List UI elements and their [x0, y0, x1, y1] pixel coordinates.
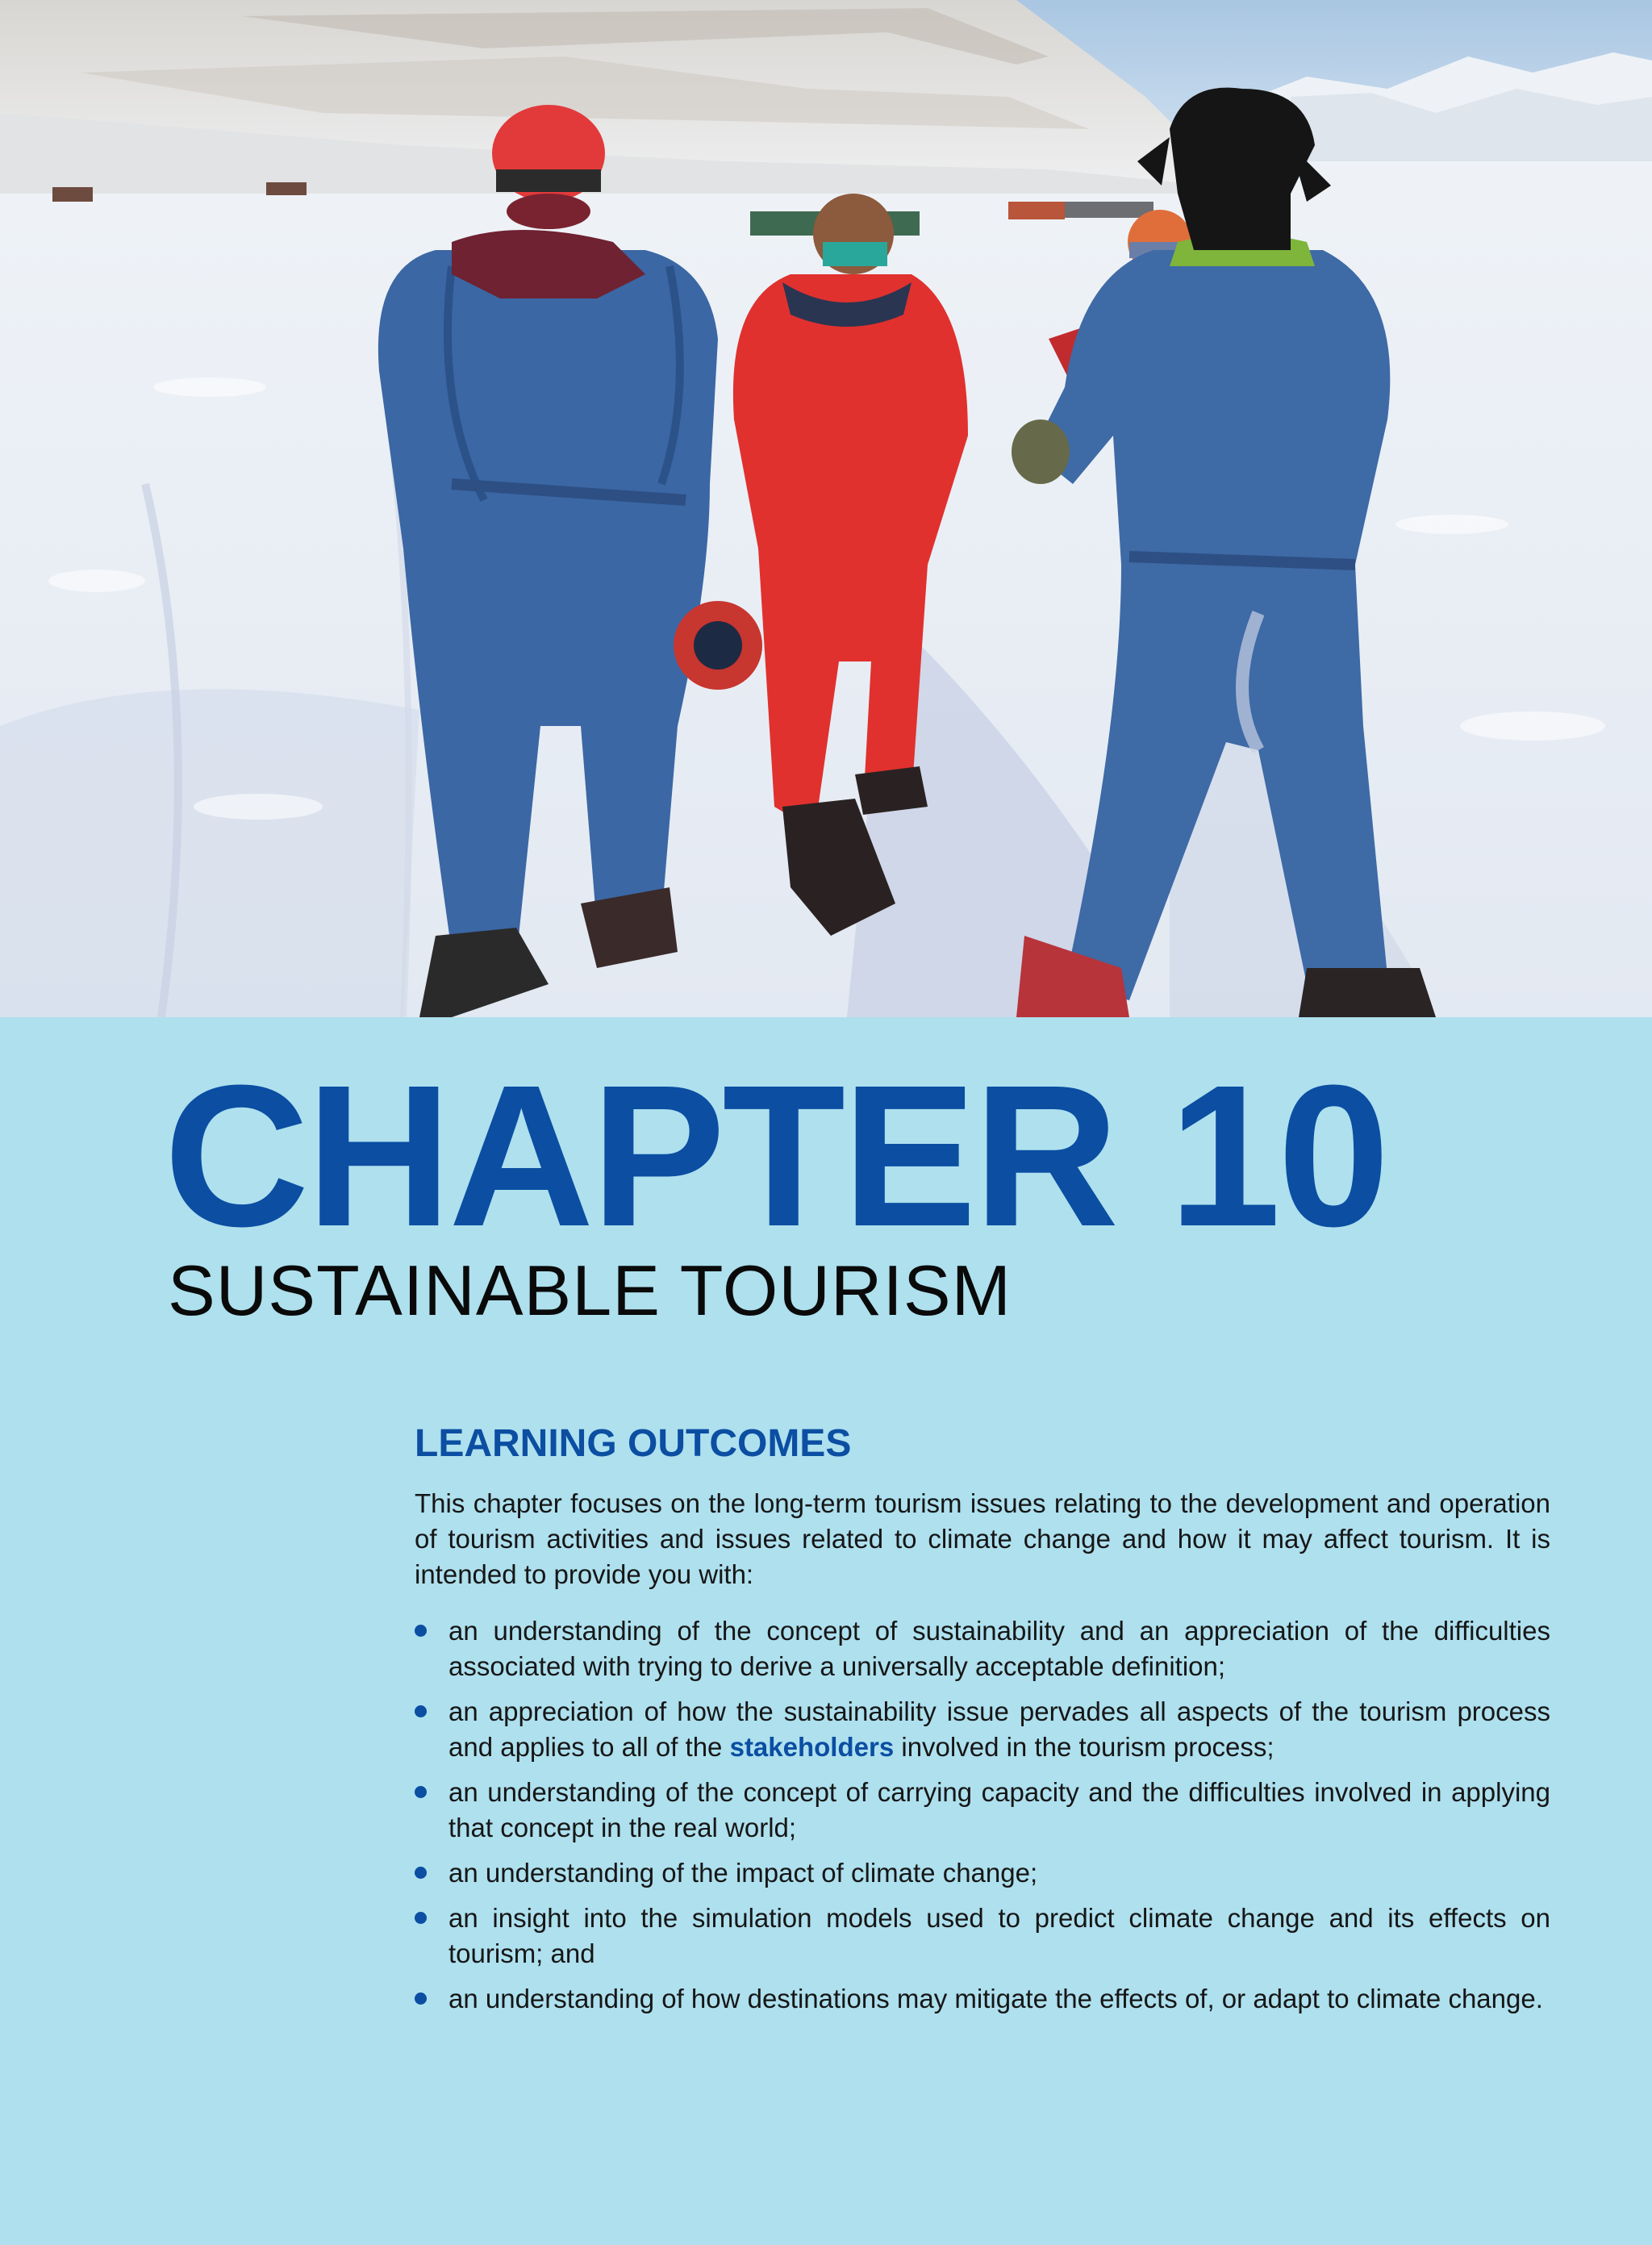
list-item-text: an understanding of the concept of sustainability and an appreciation of the difficulties associated with trying to derive a universally acceptable definition;	[448, 1616, 1550, 1681]
list-item-text: an insight into the simulation models used to predict climate change and its effects on tourism; and	[448, 1903, 1550, 1968]
chapter-cover-photo	[0, 0, 1652, 1017]
list-item-text: an understanding of how destinations may mitigate the effects of, or adapt to climate change.	[448, 1984, 1543, 2013]
list-item-text: an appreciation of how the sustainability issue pervades all aspects of the tourism process and applies to all of the	[448, 1696, 1550, 1762]
list-item-text: an understanding of the impact of climate change;	[448, 1858, 1038, 1888]
list-item	[415, 1981, 1550, 2017]
bullet-icon	[415, 1993, 427, 2005]
list-item	[415, 1775, 1550, 1846]
learning-outcomes-intro: This chapter focuses on the long-term tourism issues relating to the development and operation of tourism activities and issues related to climate change and how it may affect tourism. It is intended to provide you with:	[415, 1488, 1550, 1589]
list-item	[415, 1901, 1550, 1972]
bullet-icon	[415, 1625, 427, 1637]
bullet-icon	[415, 1912, 427, 1924]
bullet-icon	[415, 1867, 427, 1879]
list-item	[415, 1613, 1550, 1684]
list-item	[415, 1855, 1550, 1891]
learning-outcomes-list	[415, 1613, 1550, 2017]
snow-hikers-photo	[0, 0, 1652, 1017]
glossary-term-link[interactable]: stakeholders	[729, 1732, 895, 1762]
list-item-text: an understanding of the concept of carrying capacity and the difficulties involved in applying that concept in the real world;	[448, 1777, 1550, 1842]
learning-outcomes-heading: LEARNING OUTCOMES	[415, 1422, 852, 1465]
chapter-number: CHAPTER 10	[164, 1043, 1387, 1268]
list-item-text: involved in the tourism process;	[894, 1732, 1274, 1762]
bullet-icon	[415, 1786, 427, 1798]
chapter-title: SUSTAINABLE TOURISM	[168, 1250, 1012, 1330]
learning-outcomes-section	[415, 1421, 1550, 2026]
list-item	[415, 1694, 1550, 1765]
bullet-icon	[415, 1705, 427, 1717]
